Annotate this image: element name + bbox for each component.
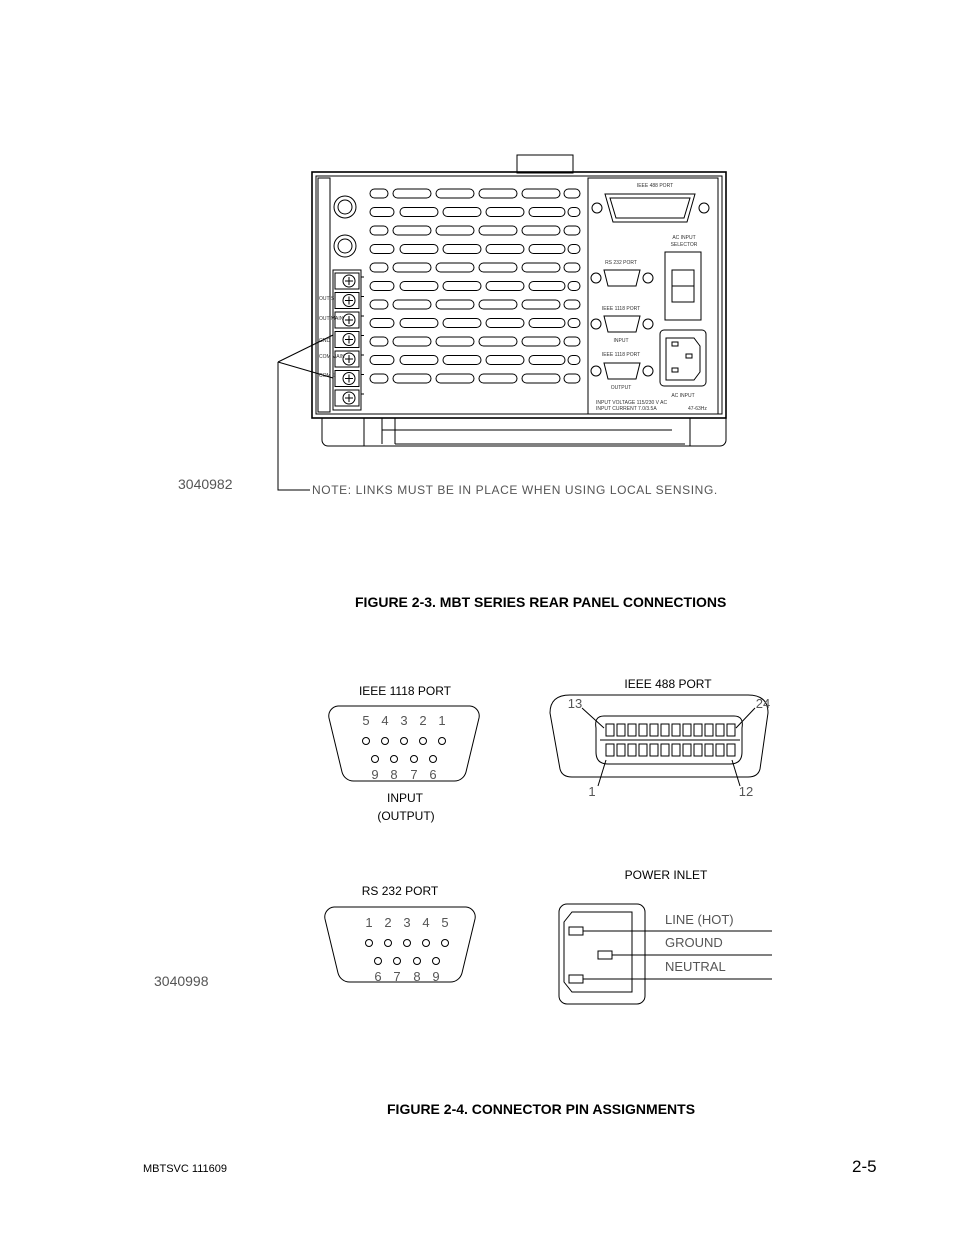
rs232-label: RS 232 PORT — [605, 260, 637, 266]
rs232-connector-diagram — [325, 884, 475, 984]
power-inlet-diagram — [559, 868, 772, 1004]
vent-slot — [370, 245, 394, 254]
vent-slot — [529, 319, 565, 328]
ieee488-label: IEEE 488 PORT — [636, 183, 674, 189]
vent-slot — [370, 300, 388, 309]
vent-slot — [370, 263, 388, 272]
ieee488-pin-12: 12 — [738, 784, 754, 799]
vent-slot — [443, 245, 481, 254]
vent-slot — [568, 282, 580, 291]
input-label: INPUT — [613, 338, 629, 344]
vent-slot — [393, 226, 431, 235]
terminal-label-out-s: OUT S — [319, 296, 335, 302]
vent-slot — [479, 189, 517, 198]
pin-number: 4 — [381, 713, 389, 728]
vent-slot — [443, 319, 481, 328]
vent-slot — [393, 337, 431, 346]
rs232-title: RS 232 PORT — [361, 884, 439, 898]
vent-slot — [564, 189, 580, 198]
pin-number: 8 — [390, 767, 398, 782]
pin-blade — [617, 744, 625, 756]
ieee1118-input-label: INPUT — [387, 791, 423, 805]
pin-number: 2 — [419, 713, 427, 728]
vent-slot — [400, 319, 438, 328]
pin-blade — [650, 724, 658, 736]
vent-slot — [443, 282, 481, 291]
figure-2-4-caption: FIGURE 2-4. CONNECTOR PIN ASSIGNMENTS — [387, 1101, 696, 1117]
pin-number: 1 — [365, 915, 373, 930]
vent-slots — [370, 189, 580, 383]
pin-blade — [672, 744, 680, 756]
links-note: NOTE: LINKS MUST BE IN PLACE WHEN USING LOCAL SENSING. — [312, 483, 718, 497]
pin-number: 6 — [429, 767, 437, 782]
figure-2-3-caption: FIGURE 2-3. MBT SERIES REAR PANEL CONNECTIONS — [355, 594, 727, 610]
pin-blade — [694, 724, 702, 736]
vent-slot — [486, 245, 524, 254]
vent-slot — [479, 263, 517, 272]
pin-blade — [727, 744, 735, 756]
pin-hole — [433, 958, 440, 965]
bnc-connector — [334, 196, 356, 257]
pin-blade — [727, 724, 735, 736]
vent-slot — [522, 189, 560, 198]
ground-label: GROUND — [665, 935, 723, 950]
ieee1118-title: IEEE 1118 PORT — [358, 684, 452, 698]
pin-hole — [414, 958, 421, 965]
pin-number: 5 — [441, 915, 449, 930]
vent-slot — [479, 337, 517, 346]
page-number: 2-5 — [852, 1157, 877, 1176]
vent-slot — [393, 263, 431, 272]
vent-slot — [370, 226, 388, 235]
pin-blade — [661, 724, 669, 736]
pin-number: 7 — [410, 767, 418, 782]
vent-slot — [393, 300, 431, 309]
ieee488-pin-1: 1 — [588, 784, 596, 799]
vent-slot — [486, 208, 524, 217]
vent-slot — [436, 300, 474, 309]
vent-slot — [370, 356, 394, 365]
pin-hole — [375, 958, 382, 965]
vent-slot — [486, 356, 524, 365]
pin-blade — [683, 744, 691, 756]
pin-hole — [430, 756, 437, 763]
vent-slot — [568, 208, 580, 217]
vent-slot — [529, 282, 565, 291]
pin-blade — [606, 724, 614, 736]
pin-number: 8 — [413, 969, 421, 984]
vent-slot — [436, 226, 474, 235]
pin-blade — [716, 744, 724, 756]
vent-slot — [400, 245, 438, 254]
line-hot-label: LINE (HOT) — [665, 912, 734, 927]
vent-slot — [479, 300, 517, 309]
ac-selector-label-1: AC INPUT — [672, 235, 696, 241]
frequency-label: 47-63Hz — [688, 406, 707, 412]
ieee1118-in-label: IEEE 1118 PORT — [601, 306, 641, 312]
vent-slot — [564, 300, 580, 309]
pin-hole — [372, 756, 379, 763]
pin-number: 5 — [362, 713, 370, 728]
pin-blade — [683, 724, 691, 736]
pin-hole — [420, 738, 427, 745]
pin-blade — [672, 724, 680, 736]
vent-slot — [436, 374, 474, 383]
pin-hole — [394, 958, 401, 965]
ieee1118-connector-diagram — [329, 684, 479, 823]
pin-blade — [606, 744, 614, 756]
pin-blade — [639, 724, 647, 736]
terminal-label-com-main: COM MAIN — [319, 354, 345, 360]
ac-inlet — [660, 330, 706, 386]
input-voltage-label: INPUT VOLTAGE 115/230 V AC — [596, 400, 668, 406]
drawing-number-3040998: 3040998 — [154, 973, 209, 989]
neutral-label: NEUTRAL — [665, 959, 726, 974]
pin-hole — [439, 738, 446, 745]
drawing-number-3040982: 3040982 — [178, 476, 233, 492]
pin-number: 3 — [403, 915, 411, 930]
rs232-panel-connector — [591, 270, 653, 286]
vent-slot — [443, 208, 481, 217]
pin-number: 3 — [400, 713, 408, 728]
pin-number: 9 — [371, 767, 379, 782]
vent-slot — [479, 226, 517, 235]
top-handle — [517, 155, 573, 173]
pin-blade — [661, 744, 669, 756]
pin-hole — [423, 940, 430, 947]
footer-doc-id: MBTSVC 111609 — [143, 1163, 227, 1175]
pin-blade — [705, 744, 713, 756]
pin-hole — [411, 756, 418, 763]
vent-slot — [522, 374, 560, 383]
terminal-label-gnd: GND — [319, 338, 331, 344]
vent-slot — [564, 337, 580, 346]
pin-blade — [650, 744, 658, 756]
ieee488-pin-13: 13 — [567, 696, 583, 711]
vent-slot — [370, 337, 388, 346]
pin-hole — [363, 738, 370, 745]
vent-slot — [400, 208, 438, 217]
pin-hole — [404, 940, 411, 947]
vent-slot — [436, 263, 474, 272]
vent-slot — [370, 374, 388, 383]
ieee1118-output-panel-connector — [591, 363, 653, 379]
ieee488-panel-connector — [592, 194, 709, 222]
ac-selector-switch — [665, 252, 701, 320]
pin-hole — [391, 756, 398, 763]
vent-slot — [564, 226, 580, 235]
vent-slot — [564, 374, 580, 383]
vent-slot — [564, 263, 580, 272]
vent-slot — [370, 208, 394, 217]
vent-slot — [400, 356, 438, 365]
ieee1118-out-label: IEEE 1118 PORT — [601, 352, 641, 358]
vent-slot — [568, 356, 580, 365]
vent-slot — [568, 319, 580, 328]
power-inlet-title: POWER INLET — [624, 868, 708, 882]
pin-hole — [385, 940, 392, 947]
vent-slot — [370, 319, 394, 328]
vent-slot — [529, 356, 565, 365]
terminal-label-com-s: COM S — [319, 373, 336, 379]
vent-slot — [522, 226, 560, 235]
vent-slot — [529, 245, 565, 254]
vent-slot — [568, 245, 580, 254]
ieee1118-input-panel-connector — [591, 316, 653, 332]
ieee488-pin-24: 24 — [755, 696, 771, 711]
terminal-block — [333, 270, 364, 410]
chassis-outline — [312, 172, 726, 418]
vent-slot — [436, 337, 474, 346]
pin-number: 2 — [384, 915, 392, 930]
pin-hole — [401, 738, 408, 745]
terminal-label-out-main: OUT MAIN — [319, 316, 344, 322]
pin-number: 6 — [374, 969, 382, 984]
input-current-label: INPUT CURRENT 7.0/3.5A — [596, 406, 657, 412]
vent-slot — [479, 374, 517, 383]
pin-blade — [694, 744, 702, 756]
vent-slot — [436, 189, 474, 198]
pin-blade — [628, 744, 636, 756]
pin-number: 7 — [393, 969, 401, 984]
pin-blade — [628, 724, 636, 736]
vent-slot — [486, 319, 524, 328]
ieee488-title: IEEE 488 PORT — [624, 677, 712, 691]
pin-hole — [366, 940, 373, 947]
pin-number: 4 — [422, 915, 430, 930]
vent-slot — [522, 263, 560, 272]
vent-slot — [522, 300, 560, 309]
pin-number: 9 — [432, 969, 440, 984]
pin-blade — [639, 744, 647, 756]
vent-slot — [400, 282, 438, 291]
pin-hole — [382, 738, 389, 745]
vent-slot — [393, 189, 431, 198]
pin-blade — [705, 724, 713, 736]
vent-slot — [370, 189, 388, 198]
ieee1118-output-label: (OUTPUT) — [377, 809, 435, 823]
vent-slot — [486, 282, 524, 291]
pin-hole — [442, 940, 449, 947]
vent-slot — [443, 356, 481, 365]
ac-selector-label-2: SELECTOR — [670, 242, 698, 248]
vent-slot — [529, 208, 565, 217]
ieee488-connector-diagram — [550, 677, 770, 799]
output-label: OUTPUT — [610, 385, 632, 391]
vent-slot — [522, 337, 560, 346]
pin-number: 1 — [438, 713, 446, 728]
ac-input-label: AC INPUT — [671, 393, 695, 399]
pin-blade — [617, 724, 625, 736]
vent-slot — [370, 282, 394, 291]
vent-slot — [393, 374, 431, 383]
pin-blade — [716, 724, 724, 736]
